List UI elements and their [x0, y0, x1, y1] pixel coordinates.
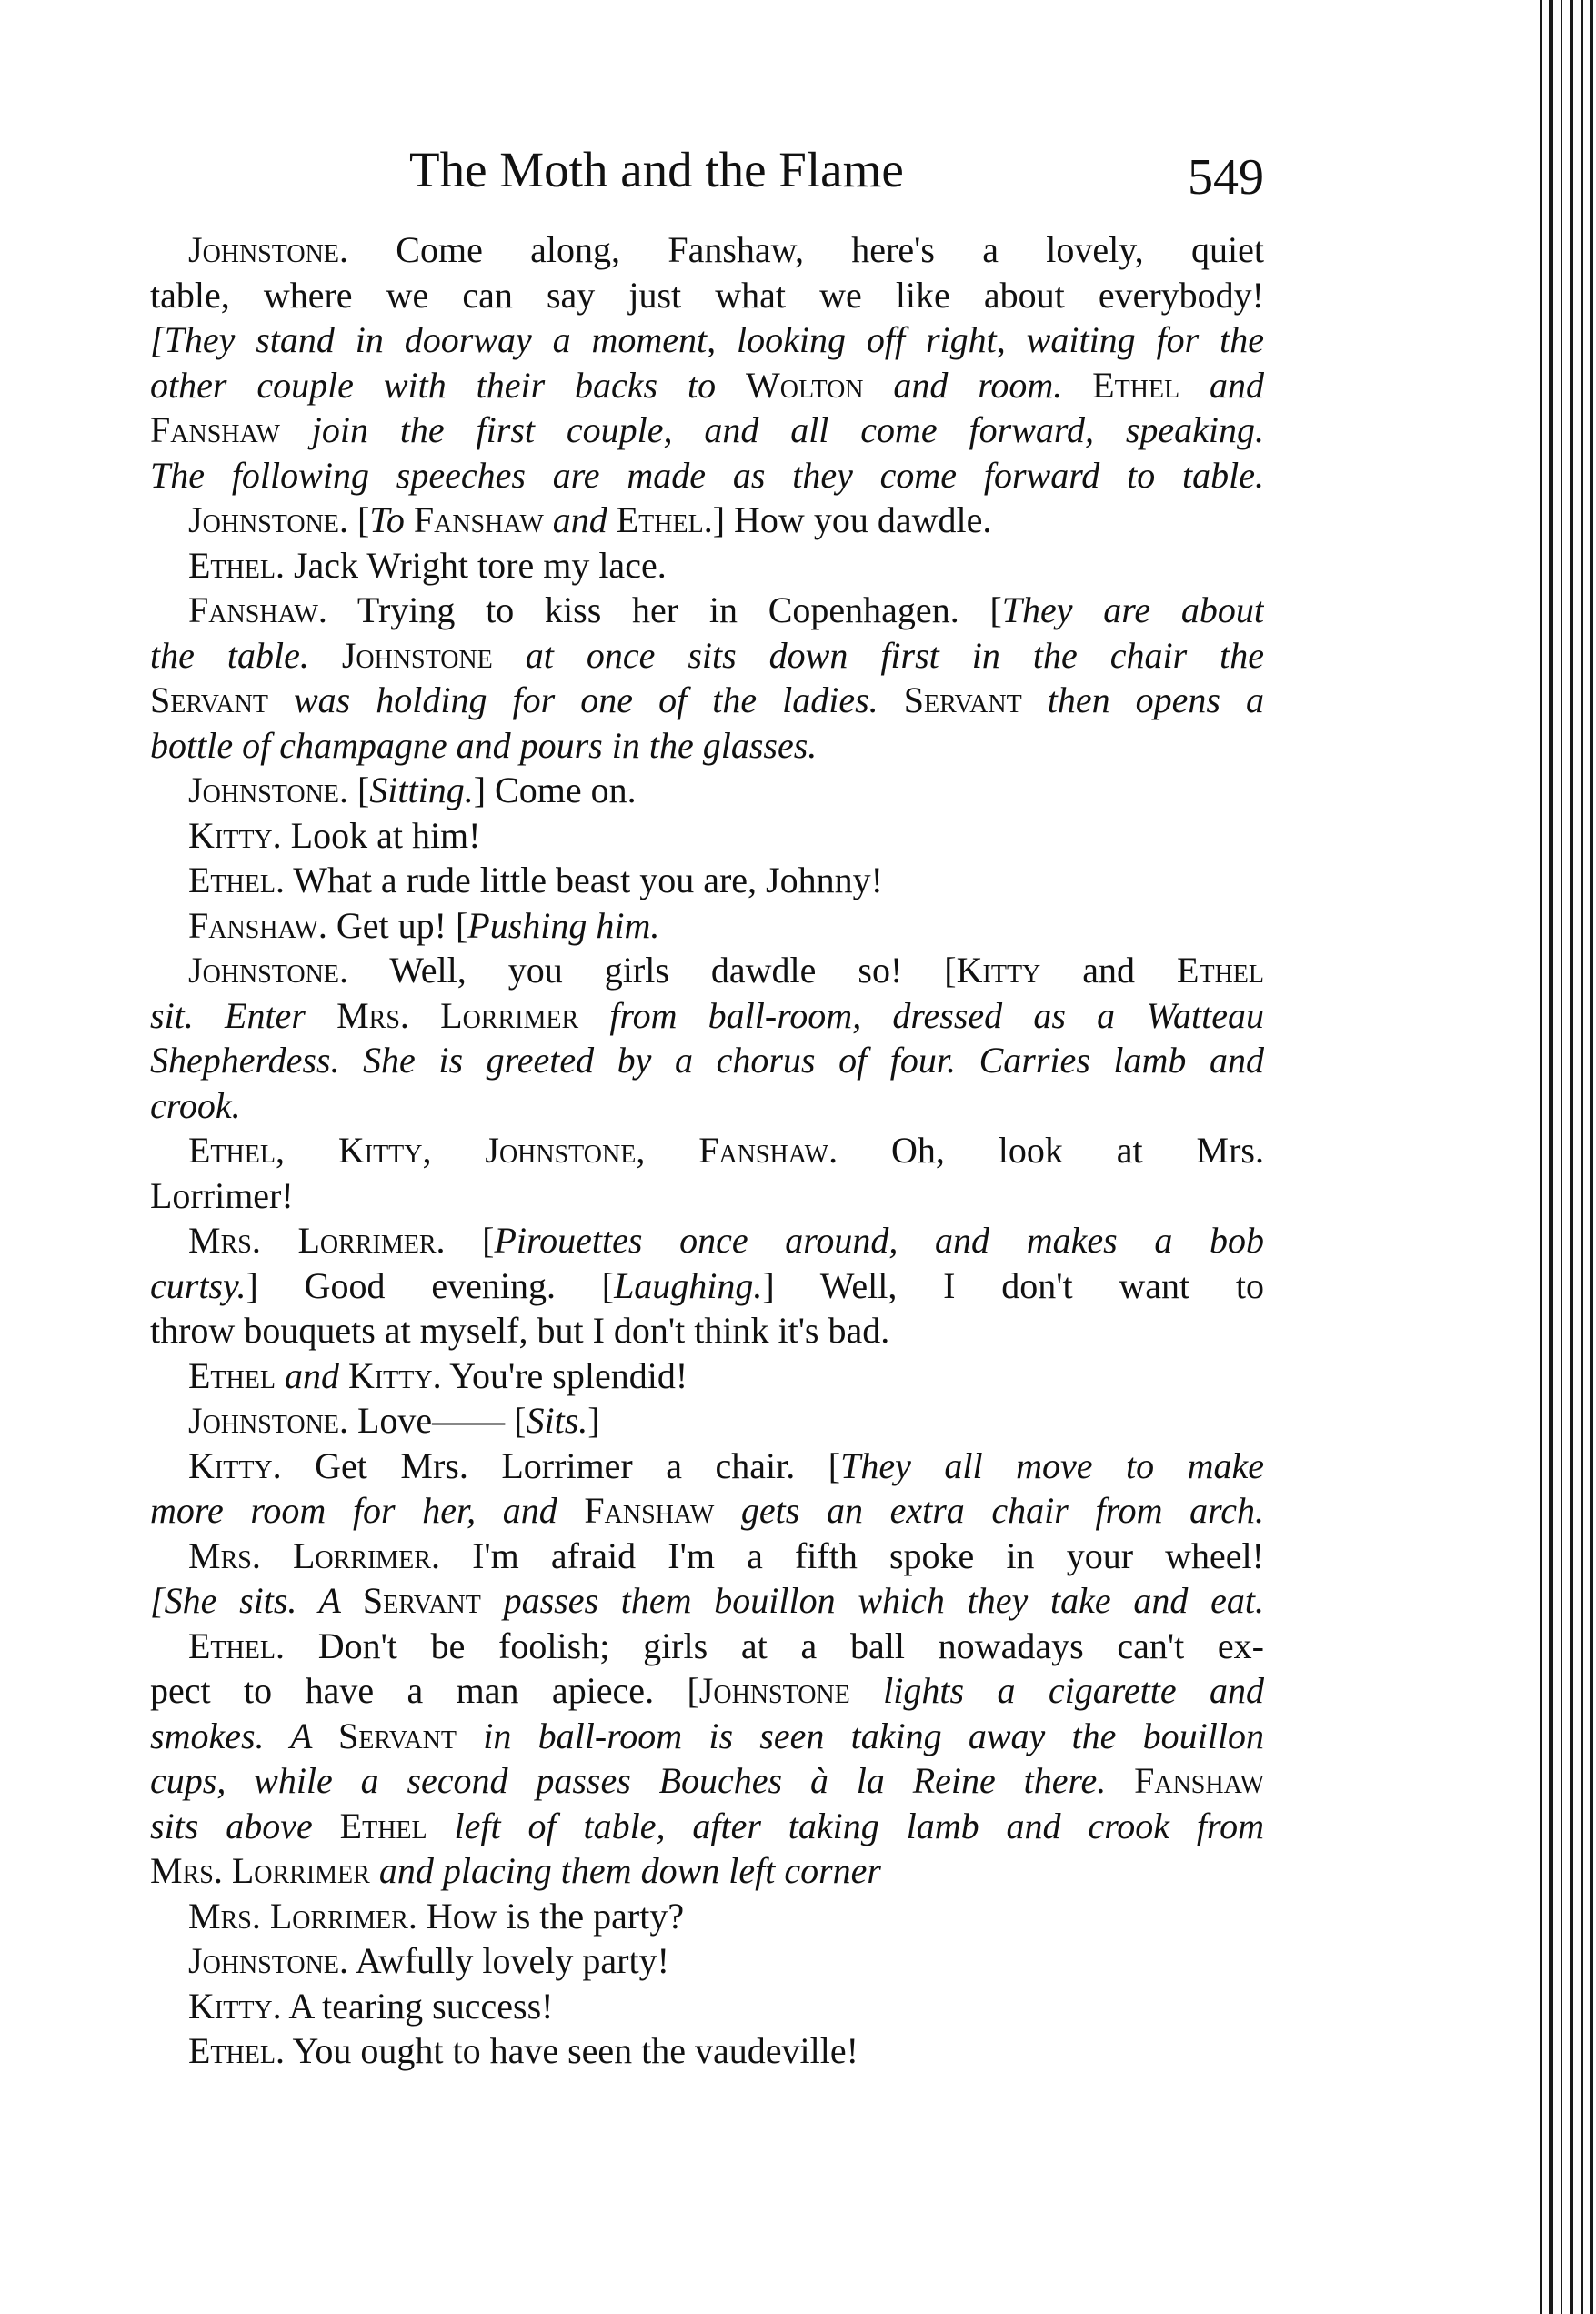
stage-direction: more room for her, and	[150, 1490, 585, 1531]
speaker-name: Johnstone.	[188, 499, 348, 540]
text-line	[150, 633, 1264, 679]
dialogue-text: ] Come on.	[473, 770, 637, 810]
stage-direction: cups, while a second passes Bouches à la Reine there.	[150, 1760, 1135, 1801]
binding-edge-line	[1561, 0, 1562, 2314]
text-line	[150, 1668, 1264, 1714]
dialogue-text: Lorrimer!	[150, 1174, 294, 1216]
text-line	[150, 1444, 1264, 1489]
speaker-name: Mrs. Lorrimer.	[188, 1220, 446, 1261]
stage-direction: the table.	[150, 634, 342, 676]
speaker-name: Kitty.	[188, 1985, 282, 2027]
speaker-name: Servant	[903, 679, 1022, 720]
binding-edge-line	[1590, 0, 1593, 2314]
stage-direction: join the first couple, and all come forward, speaking.	[279, 409, 1264, 450]
stage-direction: [They stand in doorway a moment, looking off right, waiting for the	[150, 319, 1264, 360]
speaker-name: Mrs. Lorrimer.	[188, 1534, 440, 1576]
text-line	[150, 1263, 1264, 1309]
speaker-name: Ethel	[1177, 950, 1264, 991]
text-line	[150, 1758, 1264, 1804]
speaker-name: Fanshaw.	[188, 589, 327, 630]
speaker-name: Fanshaw.	[188, 904, 327, 946]
stage-direction: [She sits. A	[150, 1580, 363, 1621]
dialogue-text: table, where we can say just what we like about everybody!	[150, 274, 1264, 316]
binding-edge-line	[1581, 0, 1583, 2314]
dialogue-text: [	[347, 770, 370, 810]
dialogue-text: Love—— [	[347, 1400, 527, 1441]
dialogue-text: Well, you girls dawdle so! [	[347, 950, 957, 991]
speaker-name: Johnstone	[698, 1670, 850, 1711]
text-line	[150, 1938, 1264, 1984]
stage-direction: Sitting.	[369, 770, 474, 810]
text-line	[150, 1578, 1264, 1624]
dialogue-text: [	[347, 499, 370, 540]
text-line	[150, 1218, 1264, 1263]
text-line	[150, 723, 1264, 769]
dialogue-text	[405, 499, 414, 540]
binding-edge-line	[1549, 0, 1553, 2314]
dialogue-text: You ought to have seen the vaudeville!	[284, 2030, 858, 2071]
running-title: The Moth and the Flame	[409, 142, 904, 197]
stage-direction: and	[543, 499, 607, 540]
speaker-name: Ethel, Kitty, Johnstone, Fanshaw.	[188, 1130, 838, 1171]
dialogue-text: [	[445, 1220, 495, 1261]
text-line	[150, 858, 1264, 903]
text-line	[150, 813, 1264, 859]
stage-direction: from ball-room, dressed as a Watteau	[578, 994, 1264, 1036]
text-line	[150, 1083, 1264, 1129]
dialogue-text: ] Well, I don't want to	[762, 1264, 1264, 1306]
page-header	[150, 141, 1264, 214]
text-line	[150, 1714, 1264, 1759]
text-line	[150, 903, 1264, 949]
dialogue-text: I'm afraid I'm a fifth spoke in your wheel!	[439, 1534, 1264, 1576]
play-text	[150, 227, 1264, 2074]
text-line	[150, 1624, 1264, 1669]
stage-direction: then opens a	[1021, 679, 1264, 720]
speaker-name: Ethel.	[188, 1625, 285, 1666]
speaker-name: Fanshaw	[584, 1490, 715, 1531]
stage-direction: To	[369, 499, 405, 540]
speaker-name: Kitty	[956, 950, 1041, 991]
dialogue-text: ] Good evening. [	[246, 1264, 615, 1306]
stage-direction: They are about	[1001, 589, 1264, 630]
speaker-name: Johnstone.	[188, 770, 348, 810]
dialogue-text: Don't be foolish; girls at a ball nowadays can't ex-	[284, 1625, 1264, 1666]
dialogue-text: How is the party?	[417, 1895, 685, 1937]
dialogue-text: Trying to kiss her in Copenhagen. [	[326, 589, 1002, 630]
stage-direction: passes them bouillon which they take and eat.	[480, 1580, 1264, 1621]
speaker-name: Mrs. Lorrimer	[150, 1850, 370, 1891]
speaker-name: Wolton	[745, 364, 864, 406]
text-line	[150, 1398, 1264, 1444]
dialogue-text: pect to have a man apiece. [	[150, 1670, 699, 1711]
stage-direction: They all move to make	[840, 1444, 1264, 1486]
stage-direction: and placing them down left corner	[369, 1850, 881, 1891]
stage-direction: left of table, after taking lamb and crook from	[427, 1805, 1264, 1846]
text-line	[150, 407, 1264, 453]
speaker-name: Johnstone.	[188, 950, 348, 991]
text-line	[150, 227, 1264, 273]
speaker-name: Johnstone.	[188, 229, 348, 270]
speaker-name: Fanshaw	[150, 409, 280, 450]
stage-direction: and	[1179, 364, 1264, 406]
speaker-name: Servant	[362, 1580, 481, 1621]
stage-direction: Pushing him.	[467, 904, 660, 946]
stage-direction: Shepherdess. She is greeted by a chorus of four. Carries lamb and	[150, 1040, 1264, 1081]
dialogue-text: throw bouquets at myself, but I don't think it's bad.	[150, 1310, 890, 1351]
stage-direction: Sits.	[526, 1400, 588, 1441]
stage-direction: other couple with their backs to	[150, 364, 746, 406]
speaker-name: Ethel.	[616, 499, 713, 540]
speaker-name: Mrs. Lorrimer.	[188, 1895, 417, 1937]
speaker-name: Kitty.	[188, 1444, 282, 1486]
speaker-name: Ethel	[339, 1805, 427, 1846]
text-line	[150, 1488, 1264, 1534]
dialogue-text: Jack Wright tore my lace.	[284, 544, 667, 586]
text-line	[150, 2028, 1264, 2074]
stage-direction: lights a cigarette and	[849, 1670, 1264, 1711]
stage-direction: Laughing.	[614, 1264, 763, 1306]
stage-direction: was holding for one of the ladies.	[267, 679, 904, 720]
text-line	[150, 498, 1264, 543]
dialogue-text: Look at him!	[281, 814, 481, 856]
text-line	[150, 948, 1264, 993]
stage-direction: smokes. A	[150, 1715, 339, 1756]
stage-direction: and	[275, 1354, 348, 1396]
text-line	[150, 678, 1264, 723]
text-line	[150, 453, 1264, 498]
dialogue-text: You're splendid!	[441, 1354, 688, 1396]
speaker-name: Ethel.	[188, 544, 285, 586]
speaker-name: Johnstone.	[188, 1400, 348, 1441]
text-line	[150, 273, 1264, 318]
stage-direction: crook.	[150, 1084, 241, 1126]
text-line	[150, 1534, 1264, 1579]
text-line	[150, 1128, 1264, 1173]
text-line	[150, 1804, 1264, 1849]
dialogue-text: A tearing success!	[281, 1985, 554, 2027]
text-line	[150, 1984, 1264, 2029]
stage-direction: gets an extra chair from arch.	[714, 1490, 1264, 1531]
text-line	[150, 588, 1264, 633]
text-line	[150, 363, 1264, 408]
speaker-name: Kitty.	[347, 1354, 442, 1396]
speaker-name: Servant	[150, 679, 268, 720]
stage-direction: and room.	[863, 364, 1093, 406]
dialogue-text: Oh, look at Mrs.	[838, 1130, 1264, 1171]
stage-direction: sits above	[150, 1805, 340, 1846]
speaker-name: Fanshaw	[1134, 1760, 1264, 1801]
stage-direction: curtsy.	[150, 1264, 246, 1306]
text-line	[150, 317, 1264, 363]
dialogue-text: ]	[587, 1400, 600, 1441]
speaker-name: Ethel.	[188, 860, 285, 900]
dialogue-text: Get up! [	[326, 904, 468, 946]
text-line	[150, 1173, 1264, 1219]
speaker-name: Ethel	[188, 1354, 276, 1396]
speaker-name: Servant	[338, 1715, 457, 1756]
binding-edge-line	[1540, 0, 1542, 2314]
speaker-name: Ethel	[1092, 364, 1180, 406]
text-line	[150, 993, 1264, 1039]
speaker-name: Fanshaw	[413, 499, 544, 540]
binding-edge-line	[1570, 0, 1573, 2314]
speaker-name: Mrs. Lorrimer	[336, 994, 579, 1036]
text-line	[150, 768, 1264, 813]
stage-direction: sit. Enter	[150, 994, 337, 1036]
stage-direction: The following speeches are made as they come forward to table.	[150, 454, 1264, 496]
text-line	[150, 1038, 1264, 1083]
text-line	[150, 1848, 1264, 1894]
stage-direction: in ball-room is seen taking away the bouillon	[456, 1715, 1264, 1756]
stage-direction: bottle of champagne and pours in the glasses.	[150, 724, 818, 766]
speaker-name: Ethel.	[188, 2030, 285, 2071]
speaker-name: Johnstone	[341, 634, 493, 676]
speaker-name: Johnstone.	[188, 1940, 348, 1981]
text-line	[150, 1308, 1264, 1353]
stage-direction: at once sits down first in the chair the	[492, 634, 1264, 676]
dialogue-text: ] How you dawdle.	[712, 499, 992, 540]
stage-direction: Pirouettes once around, and makes a bob	[494, 1220, 1264, 1261]
dialogue-text: and	[1040, 950, 1178, 991]
dialogue-text: Get Mrs. Lorrimer a chair. [	[281, 1444, 841, 1486]
text-line	[150, 1353, 1264, 1399]
page-number: 549	[1188, 149, 1264, 206]
speaker-name: Kitty.	[188, 814, 282, 856]
dialogue-text	[607, 499, 617, 540]
dialogue-text: Awfully lovely party!	[347, 1940, 669, 1981]
text-line	[150, 543, 1264, 589]
text-line	[150, 1894, 1264, 1939]
dialogue-text: Come along, Fanshaw, here's a lovely, quiet	[347, 229, 1264, 270]
dialogue-text: What a rude little beast you are, Johnny!	[284, 860, 883, 900]
